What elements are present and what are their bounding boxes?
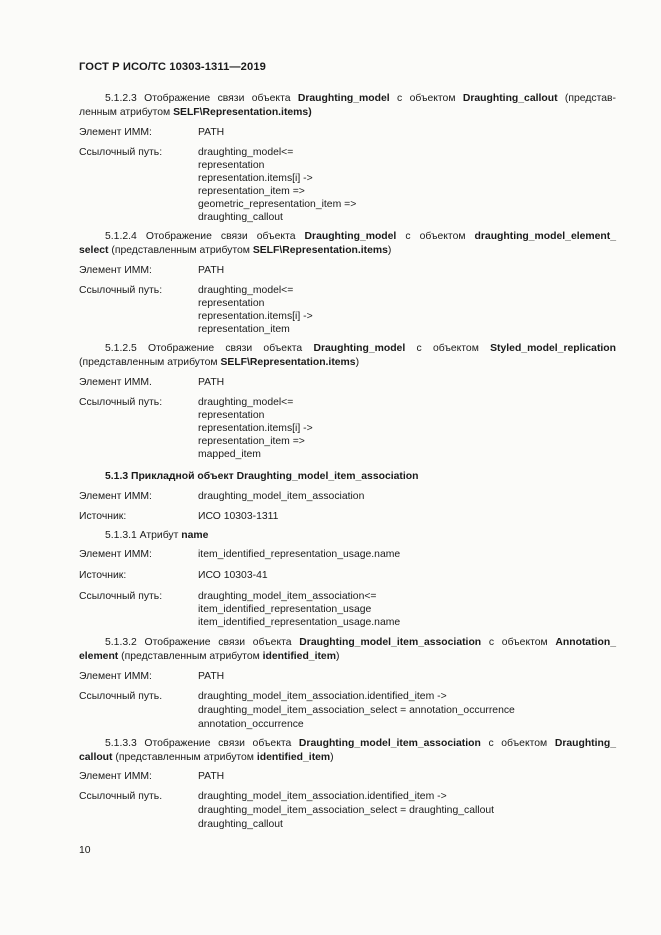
heading-line-2: ленным атрибутом SELF\Representation.items) [79,107,312,118]
ref-path-line: draughting_callout [198,212,283,223]
page-number: 10 [79,845,91,856]
ref-path-label: Ссылочный путь: [79,397,163,408]
ref-path-line: representation [198,298,265,309]
heading-line-2: (представленным атрибутом SELF\Representation.items) [79,357,360,368]
ref-path-line: draughting_model_item_association<= [198,591,377,602]
element-value: PATH [198,127,225,138]
heading-line-1: 5.1.2.3 Отображение связи объекта Draughting_model с объектом Draughting_callout (представ- [105,93,616,104]
heading-line-1: 5.1.2.5 Отображение связи объекта Draughting_model с объектом Styled_model_replication [105,343,616,354]
ref-path-line: representation_item => [198,186,305,197]
heading-line-2: callout (представленным атрибутом identified_item) [79,752,334,763]
ref-path-line: representation_item [198,324,290,335]
ref-path-line: representation_item => [198,436,305,447]
ref-path-line: item_identified_representation_usage.name [198,617,401,628]
ref-path-line: mapped_item [198,449,261,460]
source-label: Источник: [79,511,127,522]
ref-path-line: representation.items[i] -> [198,173,313,184]
ref-path-line: representation [198,160,265,171]
ref-path-line: annotation_occurrence [198,719,304,730]
element-label: Элемент ИММ: [79,671,152,682]
element-value: PATH [198,671,225,682]
ref-path-label: Ссылочный путь: [79,591,163,602]
ref-path-line: representation.items[i] -> [198,311,313,322]
ref-path-label: Ссылочный путь: [79,147,163,158]
section-5-1-2-4-heading [79,230,616,258]
heading-line-2: select (представленным атрибутом SELF\Representation.items) [79,245,392,256]
ref-path-line: geometric_representation_item => [198,199,357,210]
standard-header: ГОСТ Р ИСО/ТС 10303-1311—2019 [79,61,266,73]
ref-path-label: Ссылочный путь. [79,691,163,702]
heading-line-1: 5.1.3.2 Отображение связи объекта Draughting_model_item_association с объектом Annotation_ [105,637,617,648]
element-label: Элемент ИММ: [79,127,152,138]
heading-line-2: element (представленным атрибутом identified_item) [79,651,340,662]
ref-path-line: draughting_model_item_association.identified_item -> [198,791,447,802]
ref-path-line: representation.items[i] -> [198,423,313,434]
element-value: draughting_model_item_association [198,491,365,502]
ref-path-label: Ссылочный путь: [79,285,163,296]
heading-line-1: 5.1.2.4 Отображение связи объекта Draughting_model с объектом draughting_model_element_ [105,231,616,242]
ref-path-line: draughting_model_item_association_select = draughting_callout [198,805,495,816]
element-label: Элемент ИММ: [79,265,152,276]
section-5-1-3-title: 5.1.3 Прикладной объект Draughting_model_item_association [105,471,419,482]
element-value: PATH [198,265,225,276]
ref-path-line: item_identified_representation_usage [198,604,372,615]
element-value: PATH [198,377,225,388]
section-5-1-3-1-title: 5.1.3.1 Атрибут name [105,530,209,541]
element-label: Элемент ИММ: [79,549,152,560]
source-value: ИСО 10303-1311 [198,511,279,522]
section-5-1-2-5-heading [79,342,616,370]
ref-path-line: draughting_model<= [198,397,294,408]
source-value: ИСО 10303-41 [198,570,268,581]
ref-path-line: representation [198,410,265,421]
ref-path-line: draughting_model<= [198,147,294,158]
section-5-1-3-2-heading [79,636,616,664]
element-label: Элемент ИММ: [79,771,152,782]
heading-line-1: 5.1.3.3 Отображение связи объекта Draughting_model_item_association с объектом Draughting_ [105,738,616,749]
ref-path-line: draughting_model<= [198,285,294,296]
ref-path-line: draughting_model_item_association.identified_item -> [198,691,447,702]
source-label: Источник: [79,570,127,581]
section-5-1-2-3-heading [79,92,616,120]
element-label: Элемент ИММ: [79,491,152,502]
ref-path-line: draughting_model_item_association_select = annotation_occurrence [198,705,515,716]
section-5-1-3-3-heading [79,737,616,765]
element-value: PATH [198,771,225,782]
ref-path-label: Ссылочный путь. [79,791,163,802]
ref-path-line: draughting_callout [198,819,283,830]
element-label: Элемент ИММ. [79,377,152,388]
element-value: item_identified_representation_usage.name [198,549,401,560]
